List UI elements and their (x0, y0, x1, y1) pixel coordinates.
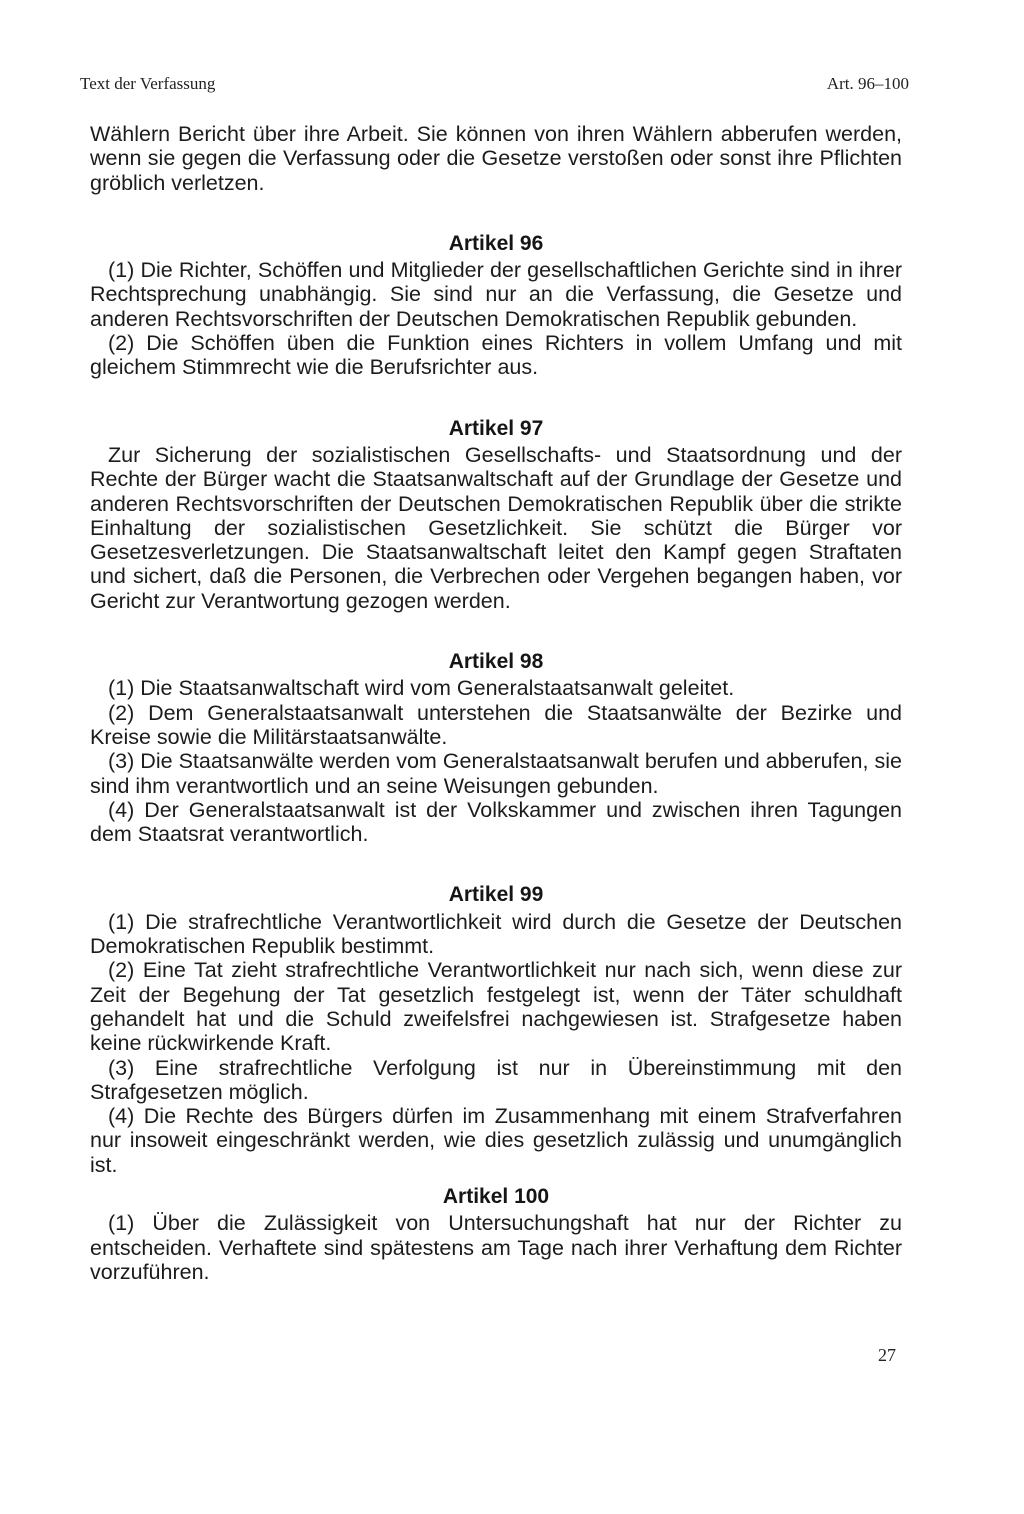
header-title: Text der Verfassung (80, 74, 216, 93)
article-paragraph: (1) Die strafrechtliche Verantwortlichkeit wird durch die Gesetze der Deutschen Demokratischen Republik bestimmt. (90, 909, 902, 959)
article-heading: Artikel 100 (442, 1184, 550, 1208)
header-article-range: Art. 96–100 (826, 74, 909, 93)
article-paragraph: (4) Der Generalstaatsanwalt ist der Volkskammer und zwischen ihren Tagungen dem Staatsrat verantwortlich. (90, 797, 902, 847)
article-paragraph: (3) Die Staatsanwälte werden vom Generalstaatsanwalt berufen und abberufen, sie sind ihm verantwortlich und an seine Weisungen gebunden. (90, 749, 902, 798)
article-paragraph: (2) Die Schöffen üben die Funktion eines Richters in vollem Umfang und mit gleichem Stimmrecht wie die Berufsrichter aus. (90, 331, 902, 380)
article-heading: Artikel 98 (448, 650, 544, 674)
article-heading: Artikel 96 (448, 231, 544, 255)
intro-continuation: Wählern Bericht über ihre Arbeit. Sie können von ihren Wählern abberufen werden, wenn sie gegen die Verfassung oder die Gesetze verstoßen oder sonst ihre Pflichten gröblich verletzen. (90, 122, 902, 195)
article-paragraph: (2) Eine Tat zieht strafrechtliche Verantwortlichkeit nur nach sich, wenn diese zur Zeit der Begehung der Tat gesetzlich festgelegt ist, wenn der Täter schuldhaft gehandelt hat und die Schuld zweifelsfrei nachgewiesen ist. Strafgesetze haben keine rückwirkende Kraft. (90, 958, 902, 1056)
body-text (90, 122, 902, 1321)
article-heading: Artikel 97 (448, 416, 544, 440)
article-heading: Artikel 99 (448, 883, 544, 907)
running-header (80, 74, 909, 94)
article-96 (90, 232, 902, 380)
article-paragraph: (3) Eine strafrechtliche Verfolgung ist nur in Übereinstimmung mit den Strafgesetzen möglich. (90, 1055, 902, 1104)
page-number: 27 (878, 1345, 896, 1365)
article-98 (90, 650, 902, 846)
article-100 (90, 1185, 902, 1284)
article-paragraph: (2) Dem Generalstaatsanwalt unterstehen die Staatsanwälte der Bezirke und Kreise sowie die Militärstaatsanwälte. (90, 700, 902, 749)
article-paragraph: (4) Die Rechte des Bürgers dürfen im Zusammenhang mit einem Strafverfahren nur insoweit eingeschränkt werden, wie dies gesetzlich zulässig und unumgänglich ist. (90, 1104, 902, 1177)
article-97 (90, 417, 902, 613)
article-99 (90, 883, 902, 1177)
article-paragraph: (1) Die Richter, Schöffen und Mitglieder der gesellschaftlichen Gerichte sind in ihrer Rechtsprechung unabhängig. Sie sind nur an die Verfassung, die Gesetze und anderen Rechtsvorschriften der Deutschen Demokratischen Republik gebunden. (90, 258, 902, 331)
article-paragraph: (1) Die Staatsanwaltschaft wird vom Generalstaatsanwalt geleitet. (108, 676, 735, 701)
article-paragraph: Zur Sicherung der sozialistischen Gesellschafts- und Staatsordnung und der Rechte der Bürger wacht die Staatsanwaltschaft auf der Grundlage der Gesetze und anderen Rechtsvorschriften der Deutschen Demokratischen Republik über die strikte Einhaltung der sozialistischen Gesetzlichkeit. Sie schützt die Bürger vor Gesetzesverletzungen. Die Staatsanwaltschaft leitet den Kampf gegen Straftaten und sichert, daß die Personen, die Verbrechen oder Vergehen begangen haben, vor Gericht zur Verantwortung gezogen werden. (90, 442, 902, 613)
article-paragraph: (1) Über die Zulässigkeit von Untersuchungshaft hat nur der Richter zu entscheiden. Verhaftete sind spätestens am Tage nach ihrer Verhaftung dem Richter vorzuführen. (90, 1211, 902, 1284)
